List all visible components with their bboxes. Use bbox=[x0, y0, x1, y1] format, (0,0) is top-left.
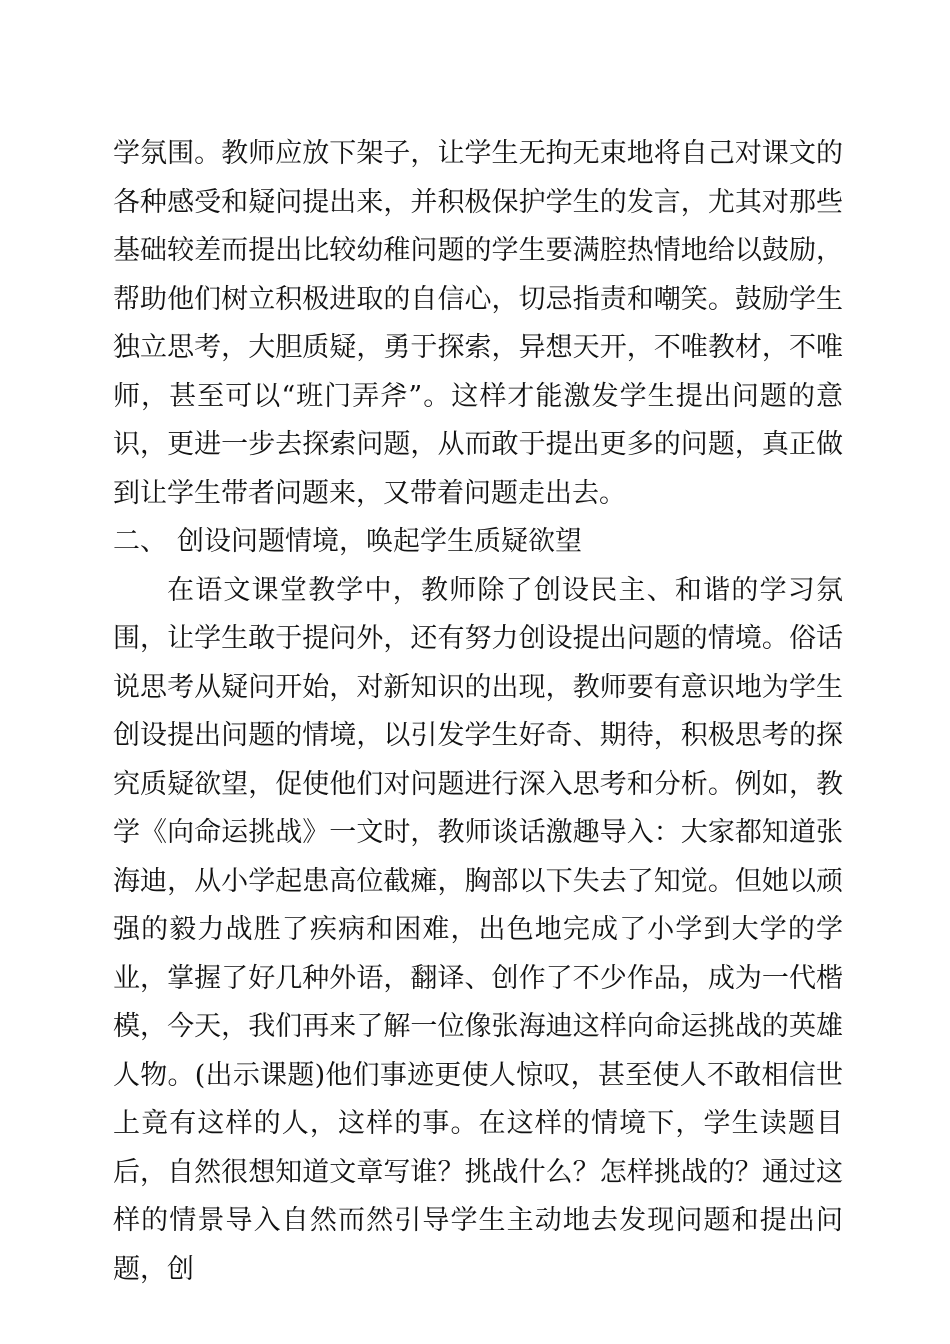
section-title: 创设问题情境，唤起学生质疑欲望 bbox=[177, 526, 582, 557]
paragraph-1: 学氛围。教师应放下架子，让学生无拘无束地将自己对课文的各种感受和疑问提出来，并积极保护学生的发言，尤其对那些基础较差而提出比较幼稚问题的学生要满腔热情地给以鼓励，帮助他们树立积极进取的自信心，切忌指责和嘲笑。鼓励学生独立思考，大胆质疑，勇于探索，异想天开，不唯教材，不唯师，甚至可以“班门弄斧”。这样才能激发学生提出问题的意识，更进一步去探索问题，从而敢于提出更多的问题，真正做到让学生带者问题来，又带着问题走出去。 bbox=[113, 138, 843, 509]
section-heading bbox=[113, 518, 843, 567]
document-body bbox=[113, 130, 843, 1294]
paragraph-2: 在语文课堂教学中，教师除了创设民主、和谐的学习氛围，让学生敢于提问外，还有努力创设提出问题的情境。俗话说思考从疑问开始，对新知识的出现，教师要有意识地为学生创设提出问题的情境，以引发学生好奇、期待，积极思考的探究质疑欲望，促使他们对问题进行深入思考和分析。例如，教学《向命运挑战》一文时，教师谈话激趣导入：大家都知道张海迪，从小学起患高位截瘫，胸部以下失去了知觉。但她以顽强的毅力战胜了疾病和困难，出色地完成了小学到大学的学业，掌握了好几种外语，翻译、创作了不少作品，成为一代楷模，今天，我们再来了解一位像张海迪这样向命运挑战的英雄人物。(出示课题)他们事迹更使人惊叹，甚至使人不敢相信世上竟有这样的人，这样的事。在这样的情境下，学生读题目后，自然很想知道文章写谁？挑战什么？怎样挑战的？通过这样的情景导入自然而然引导学生主动地去发现问题和提出问题，创 bbox=[113, 574, 843, 1285]
section-number: 二、 bbox=[113, 526, 167, 557]
